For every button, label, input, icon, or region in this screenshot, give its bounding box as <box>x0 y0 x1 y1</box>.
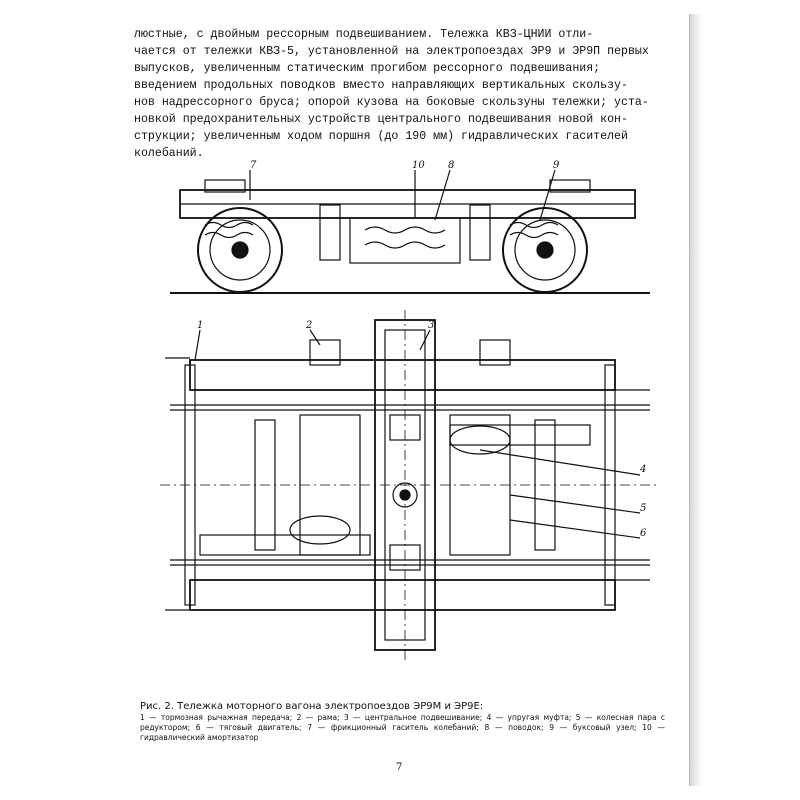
caption-legend: 1 — тормозная рычажная передача; 2 — рама; 3 — центральное подвешивание; 4 — упругая муфта; 5 — колесная пара с редуктором; 6 — тяговый двигатель; 7 — фрикционный гаситель колебаний; 8 — поводок; 9 — буксовый узел; 10 — гидравлический амортизатор <box>140 713 665 742</box>
body-text <box>134 26 652 162</box>
text-line: люстные, с двойным рессорным подвешиванием. Тележка КВЗ-ЦНИИ отли- <box>134 28 594 41</box>
callout-label: 8 <box>448 160 455 171</box>
bogie-technical-drawing <box>150 160 670 680</box>
callout-label: 7 <box>250 160 257 171</box>
callout-label: 3 <box>428 320 435 331</box>
figure-caption <box>140 700 665 743</box>
callout-label: 5 <box>640 503 647 514</box>
callout-label: 2 <box>306 320 313 331</box>
text-line: струкции; увеличенным ходом поршня (до 190 мм) гидравлических гасителей <box>134 130 628 143</box>
callout-label: 9 <box>553 160 560 171</box>
callout-label: 10 <box>412 160 425 171</box>
plan-view <box>160 310 660 660</box>
text-line: нов надрессорного бруса; опорой кузова на боковые скользуны тележки; уста- <box>134 96 649 109</box>
callout-label: 4 <box>640 464 647 475</box>
text-line: введением продольных поводков вместо направляющих вертикальных скользу- <box>134 79 628 92</box>
text-line: новкой предохранительных устройств центрального подвешивания новой кон- <box>134 113 628 126</box>
caption-title: Рис. 2. Тележка моторного вагона электропоездов ЭР9М и ЭР9Е: <box>140 701 484 712</box>
callout-label: 1 <box>197 320 204 331</box>
text-line: выпусков, увеличенным статическим прогибом рессорного подвешивания; <box>134 62 601 75</box>
side-view <box>170 170 650 293</box>
text-line: чается от тележки КВЗ-5, установленной на электропоездах ЭР9 и ЭР9П первых <box>134 45 649 58</box>
text-line: колебаний. <box>134 147 204 160</box>
bogie-drawing <box>150 160 670 680</box>
page-number: 7 <box>396 762 403 773</box>
callout-label: 6 <box>640 528 647 539</box>
